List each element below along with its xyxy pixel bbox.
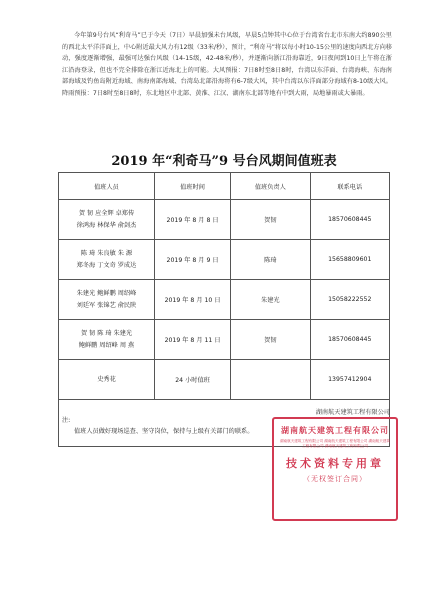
note-label: 注: — [62, 416, 71, 424]
seal-repeat-line: 湖南航天建筑工程有限公司 湖南航天建筑工程有限公司 湖南航天建筑工程有限公司 湖南航天建筑工程有限公司 — [279, 439, 391, 449]
staff-names-line: 郑冬海 丁文奇 罗成达 — [76, 261, 137, 269]
table-row — [59, 360, 390, 400]
table-header-row — [59, 173, 390, 200]
duty-table — [58, 172, 390, 447]
duty-date-cell: 2019 年 8 月 11 日 — [154, 320, 230, 360]
page-title: 2019 年“利奇马”9 号台风期间值班表 — [111, 154, 337, 169]
seal-note-line: （无权签订合同） — [303, 474, 367, 483]
seal-title-line: 技术资料专用章 — [286, 456, 384, 470]
table-row — [59, 320, 390, 360]
table-row — [59, 200, 390, 240]
official-seal-stamp — [272, 417, 398, 521]
seal-company-line: 湖南航天建筑工程有限公司 — [281, 426, 389, 435]
staff-names-cell — [59, 320, 155, 360]
staff-names-line: 陈 琦 朱良敏 朱 源 — [80, 249, 133, 257]
staff-names-line: 史秀花 — [97, 375, 116, 383]
header-leader: 值班负责人 — [231, 173, 310, 200]
staff-names-line: 刘廷军 张锦艺 俞民陕 — [76, 301, 137, 309]
header-phone: 联系电话 — [310, 173, 389, 200]
duty-date-cell: 24 小时值班 — [154, 360, 230, 400]
staff-names-cell — [59, 280, 155, 320]
staff-names-line: 徐鸿海 林保华 俞剑杰 — [76, 221, 137, 229]
duty-date-cell: 2019 年 8 月 10 日 — [154, 280, 230, 320]
company-name: 湖南航天建筑工程有限公司 — [315, 409, 390, 416]
leader-cell: 陈琦 — [231, 240, 310, 280]
leader-cell: 贺韧 — [231, 200, 310, 240]
staff-names-line: 贺 韧 应全辉 卓郑传 — [78, 209, 135, 217]
intro-paragraph: 今年第9号台风“利奇马”已于今天（7日）早晨加强未台风级，早晨5点钟其中心位于台湾省台北市东南大约890公里的西北太平洋洋面上，中心附近最大风力有12级（33米/秒），预计，“利奇马”将以每小时10-15公里的速度向西北方向移动，强度逐渐增强，最强可达强台风级（14-15级，42-48米/秒），并逐渐向浙江沿海靠近，9日夜间到10日上午将在浙江沿海登录，但也不完全排除在浙江近海北上的可能。大风预报：7日8时至8日8时，台湾以东洋面、台湾海峡、东海南部海域及钓鱼岛附近海域、南海南部海域、台湾岛北部沿海将有6-7级大风，其中台湾以东洋面部分海域有8-10级大风。降雨预报：7日8时至8日8时，东北地区中北部、黄淮、江汉、湖南东北部等地有中到大雨，局地暴雨或大暴雨。 — [62, 32, 392, 97]
table-row — [59, 280, 390, 320]
phone-cell: 15658809601 — [310, 240, 389, 280]
leader-cell — [231, 360, 310, 400]
duty-date-cell: 2019 年 8 月 9 日 — [154, 240, 230, 280]
staff-names-cell — [59, 200, 155, 240]
leader-cell: 朱建光 — [231, 280, 310, 320]
staff-names-cell — [59, 240, 155, 280]
staff-names-line: 贺 韧 陈 琦 朱建光 — [80, 329, 133, 337]
table-row — [59, 240, 390, 280]
phone-cell: 18570608445 — [310, 200, 389, 240]
phone-cell: 13957412904 — [310, 360, 389, 400]
phone-cell: 18570608445 — [310, 320, 389, 360]
phone-cell: 15058222552 — [310, 280, 389, 320]
staff-names-cell — [59, 360, 155, 400]
header-time: 值班时间 — [154, 173, 230, 200]
note-text: 值班人员做好现场巡查、坚守岗位，保持与上级有关部门的联系。 — [74, 427, 254, 435]
duty-date-cell: 2019 年 8 月 8 日 — [154, 200, 230, 240]
staff-names-line: 鲍鲜鹏 周绍峰 周 燕 — [78, 341, 135, 349]
header-staff: 值班人员 — [59, 173, 155, 200]
staff-names-line: 朱建光 鲍鲜鹏 周绍峰 — [76, 289, 137, 297]
leader-cell: 贺韧 — [231, 320, 310, 360]
